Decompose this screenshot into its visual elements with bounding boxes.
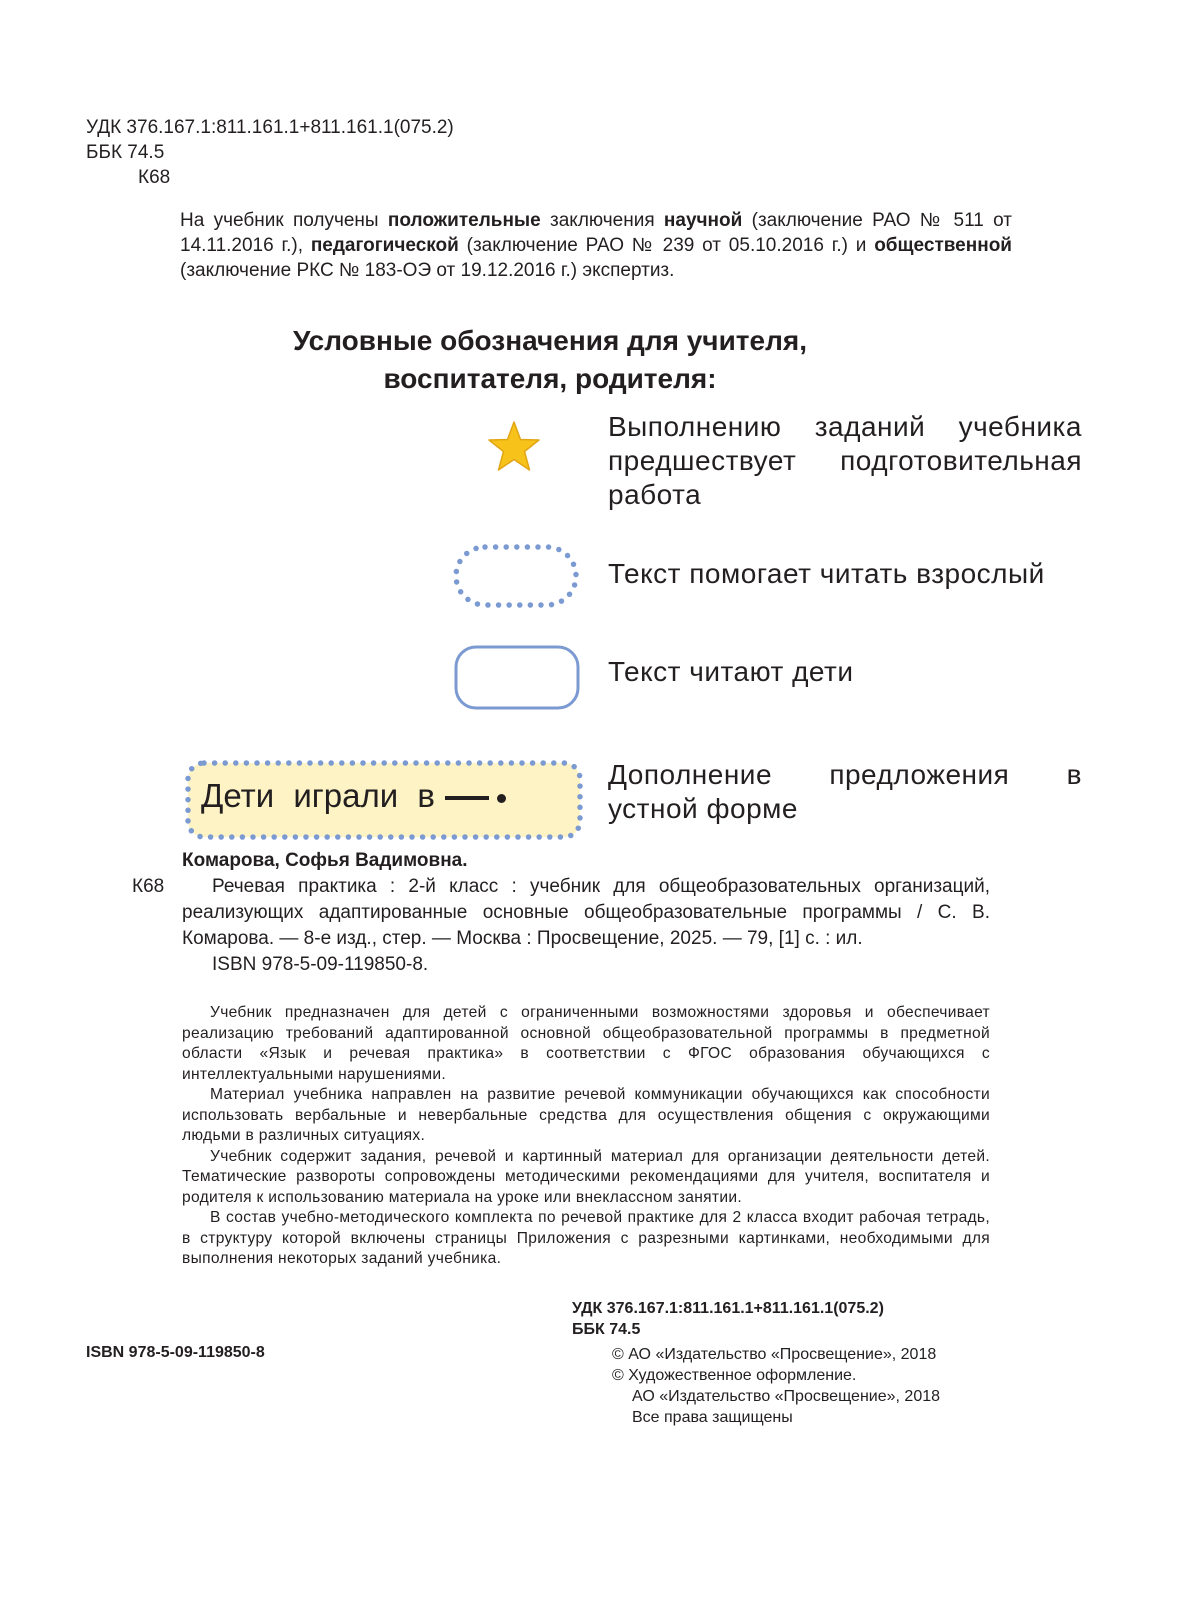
biblio-description: Речевая практика : 2-й класс : учебник для общеобразовательных организаций, реализующих адаптированные основные общеобразовательные программы / С. В. Комарова. — 8-е изд., стер. — Москва : Просвещение, 2025. — 79, [1] с. : ил. <box>182 876 990 949</box>
annotation-paragraph: Учебник содержит задания, речевой и картинный материал для организации деятельности детей. Тематические развороты сопровождены методическими рекомендациями для учителя, воспитателя и родителя к использованию материала на уроке или внеклассном занятии. <box>182 1147 990 1206</box>
notice-text-5: (заключение РКС № 183-ОЭ от 19.12.2016 г.) экспертиз. <box>180 260 675 281</box>
annotation-paragraph: В состав учебно-методического комплекта по речевой практике для 2 класса входит рабочая тетрадь, в структуру которой включены страницы Приложения с разрезными картинками, необходимыми для выполнения некоторых заданий учебника. <box>182 1209 990 1267</box>
author-name: Комарова, Софья Вадимовна. <box>182 850 468 871</box>
footer-bbk: ББК 74.5 <box>572 1321 641 1338</box>
rights-reserved: Все права защищены <box>632 1409 793 1426</box>
example-sentence <box>201 774 506 818</box>
copyright-line: © АО «Издательство «Просвещение», 2018 <box>612 1346 937 1363</box>
notice-bold-pedagogical: педагогической <box>310 235 459 256</box>
copyright-block <box>612 1344 940 1428</box>
rounded-frame-icon <box>454 645 580 710</box>
legend-word: в <box>1066 759 1082 790</box>
star-icon <box>487 420 541 474</box>
dotted-oval-icon <box>451 542 581 610</box>
footer-udk: УДК 376.167.1:811.161.1+811.161.1(075.2) <box>572 1300 884 1317</box>
notice-bold-positive: положительные <box>387 210 541 231</box>
notice-bold-scientific: научной <box>663 210 743 231</box>
notice-text-4: (заключение РАО № 239 от 05.10.2016 г.) и <box>458 235 875 256</box>
bbk-code: ББК 74.5 <box>86 142 165 163</box>
annotation-paragraph: Учебник предназначен для детей с ограниченными возможностями здоровья и обеспечивает реализацию требований адаптированной основной общеобразовательной программы в предметной области «Язык и речевая практика» в соответствии с ФГОС образования обучающихся с интеллектуальными нарушениями. <box>182 1004 990 1083</box>
legend-line-2: устной форме <box>608 793 798 824</box>
bibliographic-record <box>132 848 990 978</box>
legend-text-children-read: Текст читают дети <box>608 656 854 687</box>
legend-title <box>180 322 920 398</box>
annotation <box>182 1003 990 1270</box>
copyright-line: АО «Издательство «Просвещение», 2018 <box>632 1388 941 1405</box>
footer-classification <box>572 1298 884 1340</box>
notice-bold-public: общественной <box>874 235 1012 256</box>
annotation-paragraph: Материал учебника направлен на развитие речевой коммуникации обучающихся как способности использовать вербальные и невербальные средства для осуществления общения с окружающими людьми в различных ситуациях. <box>182 1086 990 1144</box>
biblio-code: К68 <box>132 876 165 897</box>
legend-title-line-1: Условные обозначения для учителя, <box>293 325 807 356</box>
legend-title-line-2: воспитателя, родителя: <box>383 363 717 394</box>
classification-codes <box>86 115 454 190</box>
legend-text-preparation: Выполнению заданий учебника предшествует подготовительная работа <box>608 411 1082 510</box>
notice-text-2: заключения <box>540 210 664 231</box>
udk-code: УДК 376.167.1:811.161.1+811.161.1(075.2) <box>86 117 454 138</box>
legend-word: предложения <box>829 759 1010 790</box>
notice-text-1: На учебник получены <box>180 210 388 231</box>
blank-line <box>445 796 489 800</box>
biblio-isbn: ISBN 978-5-09-119850-8. <box>212 954 429 975</box>
author-mark: К68 <box>138 167 171 188</box>
footer-isbn: ISBN 978-5-09-119850-8 <box>86 1344 265 1361</box>
legend-word: Дополнение <box>608 759 773 790</box>
example-sentence-text: Дети играли в <box>201 777 435 814</box>
copyright-line: © Художественное оформление. <box>612 1367 857 1384</box>
period-dot <box>497 794 506 803</box>
legend-text-adult-reads: Текст помогает читать взрослый <box>608 558 1045 589</box>
expert-notice <box>180 208 1012 283</box>
legend-text-oral-completion <box>608 758 1082 826</box>
notice-text-3: (заключение РАО № 511 от 14.11.2016 г.), <box>180 210 1012 256</box>
